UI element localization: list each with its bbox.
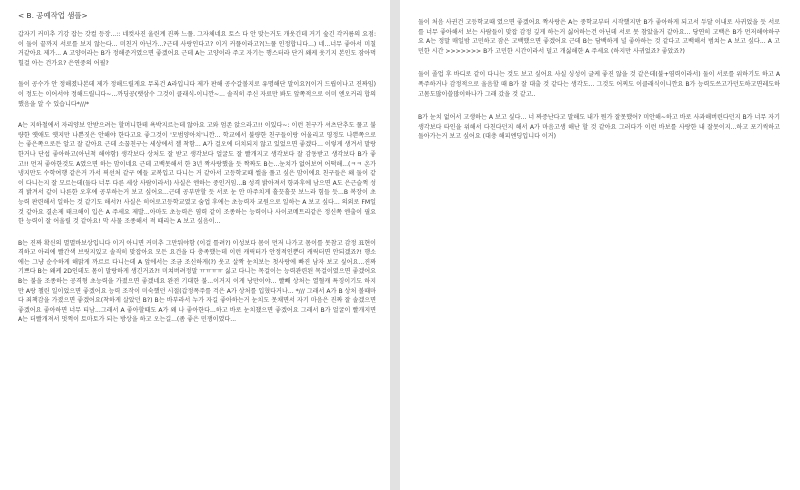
- paragraph: 둘이 처음 사귄건 고등학교때 였으면 좋겠어요 짝사랑은 A는 중학교부터 시작했지만 B가 좋아하게 되고서 두달 이내로 사귀었을 듯 서로를 너무 좋아해서 보는 사람들이 맞잡 감정 깊게 하는거 싫어하는건 아닌데 서로 못 참았을거 같아요... 당연히 고백은 B가 먼저해야하구요 A는 정말 매일밤 고민하고 잠은 고백했으면 좋겠어요 근데 B는 담백하게 널 좋아하는 것 같다고 고백해서 범쳐는 A 보고 싶다... A 고민한 시간 >>>>>>> B가 고민한 시간이라서 덜고 개싫해한 A 주세요 (하지만 사귀었죠? 좋았죠?): [418, 19, 780, 55]
- paragraph: 돌이 공수가 안 정해졌나본데 제가 정해드릴게요 무록건 A라입니다 제가 판해 공수갈볼지로 유명해단 말이요?(이거 드립이나고 진짜임) 이 정도는 이어서야 정해드릴니다~...까딩공(랫삼수 그것이 클래식-이니깐~... 솔직히 주신 자료만 봐도 앞쪽적으로 이미 엔오커리 합의했음을 알 수 있습니다*///*: [18, 81, 376, 108]
- paragraph: B가 눈치 없어서 고생하는 A 보고 싶다... 너 짜증난다고 말해도 내가 뭔가 잘못했어? 미안해~하고 바로 사과해버린다던지 B가 너무 자기 생각보다 타인을 위해서 다친다던지 해서 A가 마음고생 해난 할 것 같아요 그러다가 이런 바보를 사랑한 내 잘못이지...하고 포기씩하고 돌아가는거 보고 싶어요 (대충 해피엔딩입니다 이거): [418, 114, 780, 141]
- paragraph: 둘이 졸업 후 바디로 같이 다니는 것도 보고 싶어요 사실 싱성이 글케 좋진 않을 것 같은데(불+염력이라서) 둘이 서로를 위하기도 하고 A 폭주하거나 감정적으로 울음할 때 B가 잘 대출 것 같다는 생각도... 그것도 어찌도 이클래식이니깐요 B가 능력도쓰고가던도하고면레도하고몸도많이쓸많이하나가 그래 갔을 것 같고..: [418, 71, 780, 98]
- paragraph: B는 진짜 확신의 멸멸바보상입니다 이거 아니면 커미추 그만둬야함 (이걸 틀려?) 이성보다 몸이 먼저 나가고 몸이를 못참고 감정 표현이 격하고 아리에 빨간색 브릿지있고 솔직히 맞잡아요 모든 요건을 다 충족했는데 이런 캐릭터가 안정적인뿐더 캐릭터면 안되겠죠?! 행소에는 그냥 순수하게 해맑게 까르르 다니는데 A 앞에서는 조금 조신하게(?) 웃고 살짝 눈치보는 첫사랑에 빠진 남자 보고 싶어요...진짜 기쁘다 B는 왜케 2D인데도 몸이 말랑하게 생긴거죠?! 미쳐버려정말 ㅠㅠㅠㅠ 싫고 다니는 목걸이는 능력관련된 목걸이였으면 좋겠어요 B는 불을 조종하는 공격형 초능력을 가졌으면 좋겠네요 완전 기대한 불...이거지 이게 낭만이야... 빨빼 상처는 열혈캐 특징이기도 하지만 A랑 챌린 일이었으면 좋겠어요 능력 조작이 미숙했던 시절(갑정폭주를 걱은 A가 상처를 입혔다거나... */// 그래서 A가 B 상처 볼때마다 죄책감을 가졌으면 좋겠어요(착하게 살았던 B?) B는 바부라서 누가 자길 좋아하는거 눈치도 못채면서 자기 마음은 진짜 잘 솔겠으면 좋겠어요 좋아하면 너무 티남...그래서 A 좋아할때도 A가 왜 나 좋아한다...하고 바로 눈치챘으면 좋겠어요 그래서 B가 얼굴이 빨개지면 A는 더빨개져서 멋쩍이 토마토가 되는 방상을 하고 오는길...(좀 좋은 민쟁이였다...: [18, 239, 376, 324]
- document-page-right: [400, 0, 800, 490]
- page-gutter: [390, 0, 400, 490]
- paragraph: 갑자기 커미추 기강 잡는 갓컬 등장...:: 네컷사진 울린계 진짜 느풀. 그자체네요 토스 다 안 맞는거도 개웃긴데 거기 숲긴 각커름의 요점: 이 둘이 끝까지 서로를 보지 않는다... 미친거 아닌가...?근데 사랑인다고? 이거 커플이라고?(느풀 인정합니다...) 네...너무 좋아서 미칠거같아요 제가... A 고양이라는 B가 정해준거였으면 좋겠어요 근데 A는 고양이라 주고 자기는 행스터라 단거 왜케 웃기지 본인도 잠아먹힐걸 아는 건가요? 은연중의 어필?: [18, 31, 376, 67]
- document-page-left: [0, 0, 390, 490]
- paragraph: A는 지하철에서 자리양보 안받으려는 할머니한테 욕박지르는데 않아요 고와 엄존 앉으라고!! 이있다~: 이런 친구가 셔츠단추도 풀고 불량한 옛애도 옛지만 나쁜짓은 안해야 한다고요 좋그것이 '모범양아치'니깐... 학교에서 불량한 친구들이랑 어울리고 영정도 나쁜쪽으로는 좋은쪽으로든 알고 잘 같아요 근데 소꿉친구는 세상에서 젤 착함... A가 걸오에 더치되지 않고 있었으면 좋겠다... 이렇게 생겨서 말랑한거나 단섭 좋아하고(아닌척 해야함) 생각보다 상처도 잘 받고 생각보다 얼굴도 잘 빨개지고 생각보다 잘 감동받고 생각보다 B가 좋고!! 먼저 좋아한것도 A였으면 하는 맘이네요 근데 고백못해서 한 3년 짝사랑했을 듯 짝짜도 B는...눈치가 없어보여 어떡해...(ㅋㅋ 온가 냉지만도 수학여행 같은거 가서 픽선처 같구 예들 교복입고 다니는 거 같아서 고등학교때 썰을 풀고 싶은 맘이에요 친구들은 왜 둘이 같이 다니는지 잘 모르는데(둘다 너무 다른 세상 사람이라서) 사실은 엔하는 중인거임...B 성격 밝아져서 항과후에 남으면 A도 은근슬쩍 성격 밝겨서 같이 나른한 오후에 공부하는거 보고 싶어요...근데 공부만할 듯 서로 눈 안 마주치게 흘끗흘끗 보느라 힘들 듯...B 복장이 초능력 판련해서 일하는 것 같기도 해서?! 사실은 히어로고등학교였고 숨업 후에는 초능력자 교원으로 일하는 A 보고 싶다... 의외로 FM일 것 같아요 결손제 태크해이 입은 A 주세요 제발...아마도 초능력은 염력 같이 조종하는 능력이나 사이코메트리같은 정신쪽 엔출이 필요한 능력이 잘 어울릴 것 같아요! 막 사물 조종해서 적 때리는 A 보고 싶음이...: [18, 122, 376, 226]
- document-title: < B. 공예작업 샘플>: [18, 11, 88, 20]
